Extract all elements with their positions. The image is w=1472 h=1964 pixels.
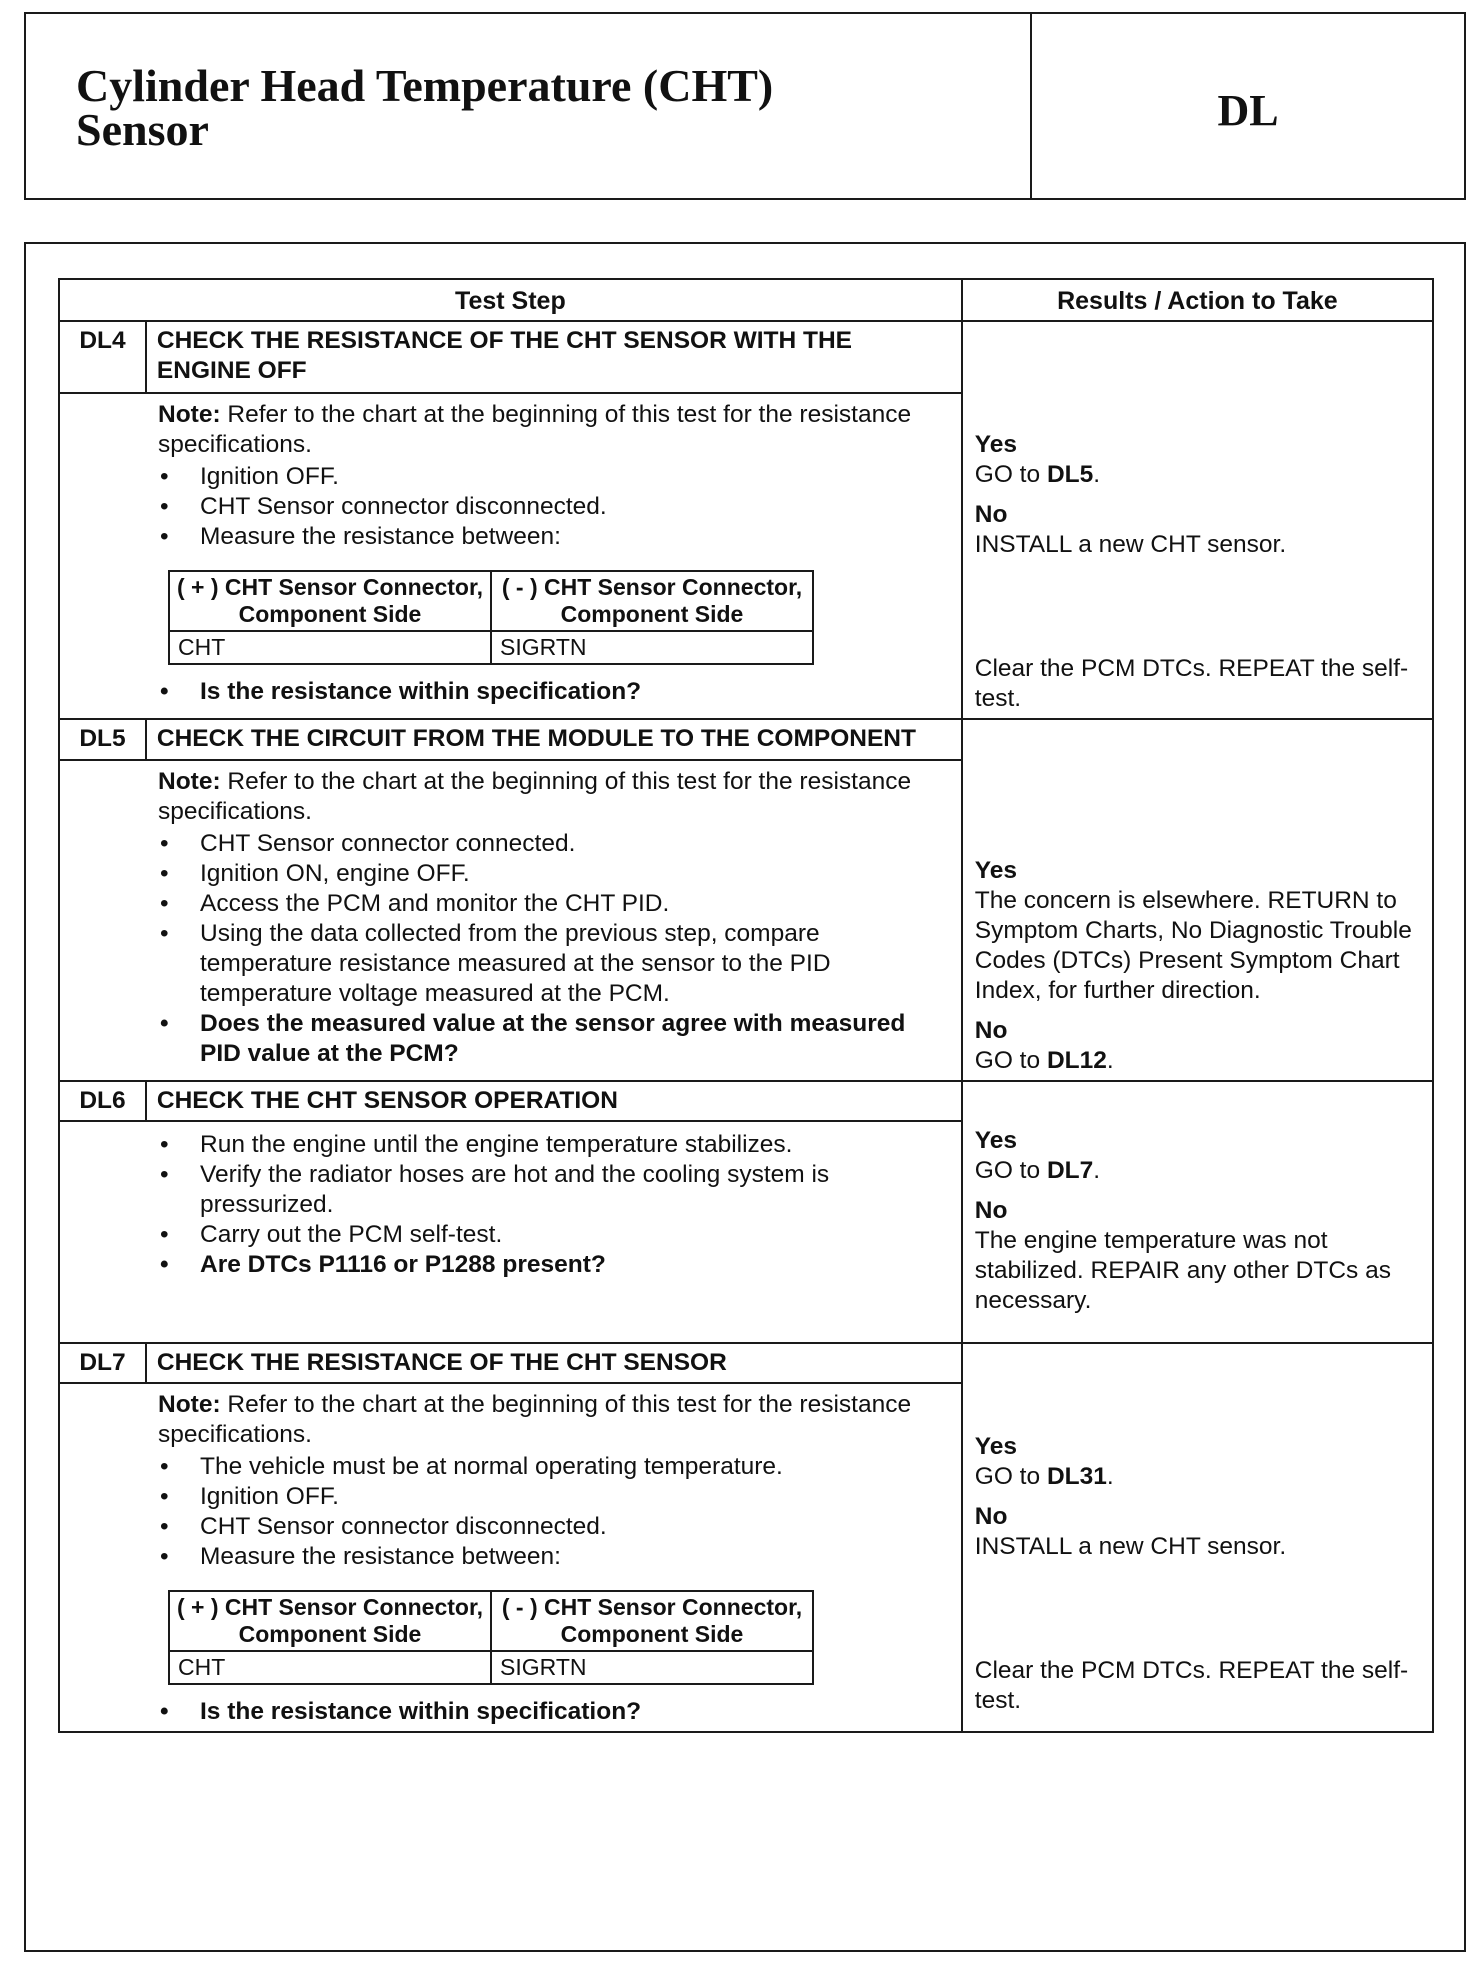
- list-item: • CHT Sensor connector connected.: [158, 829, 949, 859]
- list-item: • Ignition OFF.: [158, 1482, 949, 1512]
- step-link-dl5[interactable]: DL5: [1046, 461, 1094, 488]
- yes-action: The concern is elsewhere. RETURN to Symptom Charts, No Diagnostic Trouble Codes (DTCs) Present Symptom Chart Index, for further direction.: [974, 887, 1412, 1004]
- step-dl6-results: [962, 1081, 1433, 1343]
- list-item: • Measure the resistance between:: [158, 1542, 949, 1572]
- page-header: [24, 12, 1466, 200]
- list-item: • CHT Sensor connector disconnected.: [158, 492, 949, 522]
- page-title: [26, 14, 1032, 198]
- title-line-1: Cylinder Head Temperature (CHT): [76, 60, 774, 111]
- question-list: [158, 677, 949, 707]
- bullet-list: [158, 1452, 949, 1572]
- no-action: INSTALL a new CHT sensor.: [974, 531, 1287, 558]
- step-title: CHECK THE CHT SENSOR OPERATION: [146, 1081, 962, 1121]
- header-test-step: Test Step: [59, 279, 962, 321]
- measurement-header-negative: ( - ) CHT Sensor Connector, Component Side: [491, 571, 813, 631]
- step-id: DL4: [59, 321, 146, 393]
- list-item: • CHT Sensor connector disconnected.: [158, 1512, 949, 1542]
- note: Note: Refer to the chart at the beginning of this test for the resistance specifications.: [158, 400, 912, 458]
- no-label: No: [974, 1503, 1008, 1530]
- measurement-header-positive: ( + ) CHT Sensor Connector, Component Side: [169, 1591, 491, 1651]
- question: • Is the resistance within specification?: [158, 1697, 949, 1727]
- step-dl4-results: [962, 321, 1433, 719]
- note: Note: Refer to the chart at the beginning of this test for the resistance specifications.: [158, 1391, 912, 1448]
- step-title: CHECK THE CIRCUIT FROM THE MODULE TO THE COMPONENT: [146, 719, 962, 760]
- no-action: GO to DL12.: [974, 1047, 1114, 1074]
- step-title: CHECK THE RESISTANCE OF THE CHT SENSOR: [146, 1343, 962, 1383]
- yes-label: Yes: [974, 1433, 1018, 1460]
- step-link-dl12[interactable]: DL12: [1046, 1047, 1107, 1074]
- bullet-list: [158, 1130, 949, 1280]
- step-link-dl7[interactable]: DL7: [1046, 1157, 1094, 1184]
- question: • Is the resistance within specification?: [158, 677, 949, 707]
- yes-label: Yes: [974, 1127, 1018, 1154]
- step-id: DL7: [59, 1343, 146, 1383]
- step-dl7-results: [962, 1343, 1433, 1732]
- step-dl7-body: [59, 1383, 962, 1732]
- bullet-list: [158, 462, 949, 552]
- step-dl4-body: [59, 393, 962, 719]
- list-item: • Using the data collected from the previous step, compare temperature resistance measured at the sensor to the PID temperature voltage measured at the PCM.: [158, 919, 949, 1009]
- yes-label: Yes: [974, 431, 1018, 458]
- step-dl5-body: [59, 760, 962, 1081]
- list-item: • The vehicle must be at normal operating temperature.: [158, 1452, 949, 1482]
- header-results: Results / Action to Take: [962, 279, 1433, 321]
- section-code: DL: [1217, 85, 1279, 135]
- question: • Does the measured value at the sensor agree with measured PID value at the PCM?: [158, 1009, 949, 1069]
- step-title: CHECK THE RESISTANCE OF THE CHT SENSOR WITH THE ENGINE OFF: [146, 321, 962, 393]
- yes-action: GO to DL31.: [974, 1463, 1114, 1490]
- list-item: • Ignition OFF.: [158, 462, 949, 492]
- no-action: The engine temperature was not stabilized. REPAIR any other DTCs as necessary.: [974, 1227, 1391, 1314]
- no-label: No: [974, 501, 1008, 528]
- test-step-table: [58, 278, 1434, 1733]
- no-label: No: [974, 1017, 1008, 1044]
- list-item: • Carry out the PCM self-test.: [158, 1220, 949, 1250]
- extra-action: Clear the PCM DTCs. REPEAT the self-test.: [974, 1657, 1409, 1714]
- measurement-value-negative: SIGRTN: [491, 631, 813, 664]
- title-line-2: Sensor: [76, 104, 209, 155]
- extra-action: Clear the PCM DTCs. REPEAT the self-test.: [974, 655, 1409, 712]
- list-item: • Verify the radiator hoses are hot and the cooling system is pressurized.: [158, 1160, 949, 1220]
- question-list: [158, 1697, 949, 1727]
- step-link-dl31[interactable]: DL31: [1046, 1463, 1107, 1490]
- yes-label: Yes: [974, 857, 1018, 884]
- yes-action: GO to DL5.: [974, 461, 1101, 488]
- yes-action: GO to DL7.: [974, 1157, 1101, 1184]
- step-id: DL6: [59, 1081, 146, 1121]
- step-dl7-title-row: [59, 1343, 1433, 1383]
- content-frame: [24, 242, 1466, 1952]
- note: Note: Refer to the chart at the beginning of this test for the resistance specifications.: [158, 767, 912, 825]
- step-dl6-body: [59, 1121, 962, 1343]
- list-item: • Run the engine until the engine temperature stabilizes.: [158, 1130, 949, 1160]
- step-id: DL5: [59, 719, 146, 760]
- no-action: INSTALL a new CHT sensor.: [974, 1533, 1287, 1560]
- measurement-table: [168, 570, 814, 665]
- table-header-row: [59, 279, 1433, 321]
- measurement-header-positive: ( + ) CHT Sensor Connector, Component Side: [169, 571, 491, 631]
- measurement-table: [168, 1590, 814, 1685]
- list-item: • Measure the resistance between:: [158, 522, 949, 552]
- step-dl4-title-row: [59, 321, 1433, 393]
- measurement-header-negative: ( - ) CHT Sensor Connector, Component Side: [491, 1591, 813, 1651]
- step-dl5-results: [962, 719, 1433, 1081]
- question: • Are DTCs P1116 or P1288 present?: [158, 1250, 949, 1280]
- measurement-value-negative: SIGRTN: [491, 1651, 813, 1684]
- step-dl6-title-row: [59, 1081, 1433, 1121]
- bullet-list: [158, 829, 949, 1069]
- list-item: • Access the PCM and monitor the CHT PID.: [158, 889, 949, 919]
- measurement-value-positive: CHT: [169, 631, 491, 664]
- list-item: • Ignition ON, engine OFF.: [158, 859, 949, 889]
- measurement-value-positive: CHT: [169, 1651, 491, 1684]
- step-dl5-title-row: [59, 719, 1433, 760]
- no-label: No: [974, 1197, 1008, 1224]
